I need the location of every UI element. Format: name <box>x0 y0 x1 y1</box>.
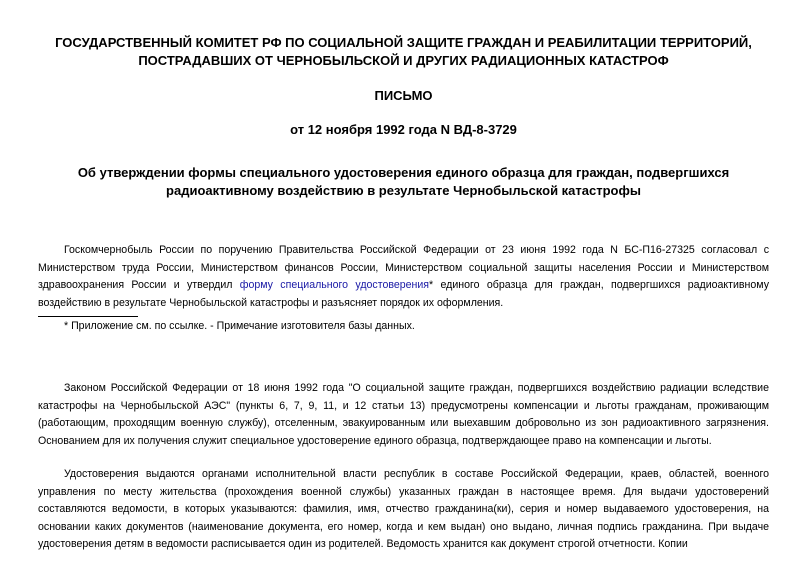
issuing-organization: ГОСУДАРСТВЕННЫЙ КОМИТЕТ РФ ПО СОЦИАЛЬНОЙ ЗАЩИТЕ ГРАЖДАН И РЕАБИЛИТАЦИИ ТЕРРИТОРИЙ, ПОСТРАДАВШИХ ОТ ЧЕРНОБЫЛЬСКОЙ И ДРУГИХ РАДИАЦИОННЫХ КАТАСТРОФ <box>55 35 752 68</box>
paragraph-1-text-end: * единого образца для граждан, подвергшихся радиоактивному воздействию в результате Чернобыльской катастрофы и разъясняет порядок их оформления. <box>38 279 769 309</box>
certificate-form-link[interactable]: форму специального удостоверения <box>239 279 430 291</box>
footnote: * Приложение см. по ссылке. - Примечание изготовителя базы данных. <box>64 320 415 332</box>
paragraph-1 <box>38 242 769 312</box>
paragraph-2: Законом Российской Федерации от 18 июня 1992 года "О социальной защите граждан, подвергшихся воздействию радиации вследствие катастрофы на Чернобыльской АЭС" (пункты 6, 7, 9, 11, и 12 статьи 13) предусмотрены компенсации и льготы гражданам, проживающим (работающим, проходящим военную службу), отселенным, эвакуированным или выехавшим добровольно из зон радиоактивного загрязнения. Основанием для их получения служит специальное удостоверение единого образца, подтверждающее право на компенсации и льготы. <box>38 382 769 447</box>
document-type: ПИСЬМО <box>374 88 433 103</box>
paragraph-1-text-start: Госкомчернобыль России по поручению Правительства Российской Федерации от 23 июня 1992 года N БС-П16-27325 согласовал с Министерством труда России, Министерством финансов России, Министерством социальной защиты населения России и Министерством здравоохранения России и утвердил <box>38 244 769 291</box>
footnote-divider <box>38 316 138 317</box>
document-title: Об утверждении формы специального удостоверения единого образца для граждан, подвергшихся радиоактивному воздействию в результате Чернобыльской катастрофы <box>77 165 730 198</box>
paragraph-3: Удостоверения выдаются органами исполнительной власти республик в составе Российской Федерации, краев, областей, военного управления по месту жительства (прохождения военной службы) указанных граждан в настоящее время. Для выдачи удостоверений составляются ведомости, в которых указываются: фамилия, имя, отчество гражданина(ки), серия и номер выдаваемого удостоверения, на основании каких документов (наименование документа, его номер, когда и кем выдан) оно выдано, личная подпись гражданина. При выдаче удостоверения детям в ведомости расписывается один из родителей. Ведомость хранится как документ строгой отчетности. Копии <box>38 468 769 550</box>
document-date-number: от 12 ноября 1992 года N ВД-8-3729 <box>290 122 517 137</box>
